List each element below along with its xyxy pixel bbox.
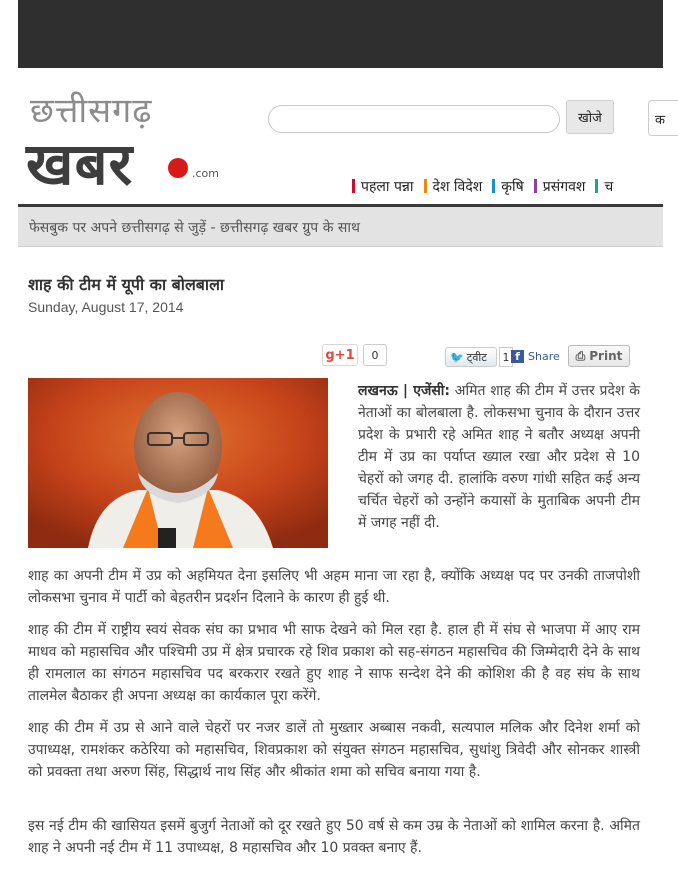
main-nav	[352, 175, 613, 197]
nav-marker	[352, 179, 355, 193]
search-button[interactable]: खोजे	[566, 100, 614, 134]
print-button[interactable]	[568, 345, 630, 367]
google-plus-count: 0	[363, 344, 387, 366]
lead-text: अमित शाह की टीम में उत्तर प्रदेश के नेताओं का बोलबाला है. लोकसभा चुनाव के दौरान उत्तर प्रदेश के प्रभारी रहे अमित शाह ने बतौर अध्यक्ष अपनी टीम में उप्र का पर्याप्त ख्याल रखा और प्रदेश से 10 चेहरों को जगह दी. हालांकि वरुण गांधी सहित कई अन्य चर्चित चेहरों को उन्होंने कयासों के मुताबिक अपनी टीम में जगह नहीं दी.	[358, 383, 640, 531]
nav-item-label: प्रसंगवश	[542, 178, 586, 195]
article-paragraph: शाह की टीम में उप्र से आने वाले चेहरों पर नजर डालें तो मुख्तार अब्बास नकवी, सत्यपाल मलिक और दिनेश शर्मा को उपाध्यक्ष, रामशंकर कठेरिया को महासचिव, शिवप्रकाश को संयुक्त संगठन महासचिव, सुधांशु त्रिवेदी और सोनकर शास्त्री को प्रवक्ता तथा अरुण सिंह, सिद्धार्थ नाथ सिंह और श्रीकांत शमा को सचिव बनाया गया है.	[28, 720, 640, 780]
top-dark-bar	[0, 0, 663, 68]
nav-item-label: च	[604, 178, 614, 195]
logo-com-text: .com	[192, 167, 219, 180]
article-paragraph: इस नई टीम की खासियत इसमें बुजुर्ग नेताओं को दूर रखते हुए 50 वर्ष से कम उम्र के नेताओं को शामिल करना है. अमित शाह ने अपनी नई टीम में 11 उपाध्यक्ष, 8 महासचिव और 10 प्रवक्त बनाए हैं.	[28, 818, 640, 856]
nav-item-world[interactable]	[424, 175, 483, 197]
article-lead	[358, 380, 640, 534]
nav-item-label: पहला पन्ना	[361, 178, 414, 195]
article-photo-svg	[28, 378, 328, 548]
nav-item-partial[interactable]	[595, 175, 613, 197]
printer-icon: ⎙	[575, 348, 586, 363]
left-margin	[0, 0, 18, 880]
dateline: लखनऊ | एजेंसी:	[358, 383, 451, 399]
article-date: Sunday, August 17, 2014	[28, 299, 184, 315]
nav-marker	[534, 179, 537, 193]
article-paragraph: शाह का अपनी टीम में उप्र को अहमियत देना इसलिए भी अहम माना जा रहा है, क्योंकि अध्यक्ष पद पर उनकी ताजपोशी लोकसभा चुनाव में पार्टी को बेहतरीन प्रदर्शन दिलाने के कारण ही हुई थी.	[28, 568, 640, 606]
logo-top-text[interactable]: छत्तीसगढ़	[30, 91, 153, 131]
print-label: Print	[589, 349, 623, 363]
article-title: शाह की टीम में यूपी का बोलबाला	[28, 275, 225, 294]
partial-header-box[interactable]: क	[648, 100, 678, 136]
nav-item-label: कृषि	[501, 178, 524, 195]
nav-item-label: देश विदेश	[432, 178, 483, 195]
article-photo	[28, 378, 328, 548]
facebook-icon: f	[511, 350, 524, 363]
facebook-promo-bar[interactable]: फेसबुक पर अपने छत्तीसगढ़ से जुड़ें - छत्तीसगढ़ खबर ग्रुप के साथ	[18, 207, 663, 247]
tweet-count: 1	[499, 347, 513, 367]
nav-marker	[595, 179, 598, 193]
nav-item-home[interactable]	[352, 175, 414, 197]
facebook-share-label: Share	[528, 349, 560, 363]
tweet-label: ट्वीट	[466, 350, 487, 364]
logo-dot	[168, 158, 188, 178]
facebook-share-button[interactable]	[511, 347, 560, 365]
nav-item-context[interactable]	[534, 175, 586, 197]
nav-marker	[492, 179, 495, 193]
nav-item-agriculture[interactable]	[492, 175, 523, 197]
google-plus-button[interactable]: g+1	[322, 344, 358, 366]
twitter-bird-icon: 🐦	[450, 350, 464, 364]
logo-main-text[interactable]: खबर	[26, 130, 134, 198]
search-input[interactable]	[268, 105, 560, 133]
tweet-button[interactable]	[445, 347, 497, 367]
site-header	[18, 68, 663, 204]
article-paragraph: शाह की टीम में राष्ट्रीय स्वयं सेवक संघ का प्रभाव भी साफ देखने को मिल रहा है. हाल ही में संघ से भाजपा में आए राम माधव को महासचिव और पश्चिमी उप्र में क्षेत्र प्रचारक रहे शिव प्रकाश को सह-संगठन महासचिव की जिम्मेदारी देने के साथ ही रामलाल का संगठन महासचिव पद बरकरार रखते हुए शाह ने साफ सन्देश देने की कोशिश की है वह संघ के साथ तालमेल बैठाकर ही अपना अध्यक्ष का कार्यकाल पूरा करेंगे.	[28, 622, 640, 704]
nav-marker	[424, 179, 427, 193]
